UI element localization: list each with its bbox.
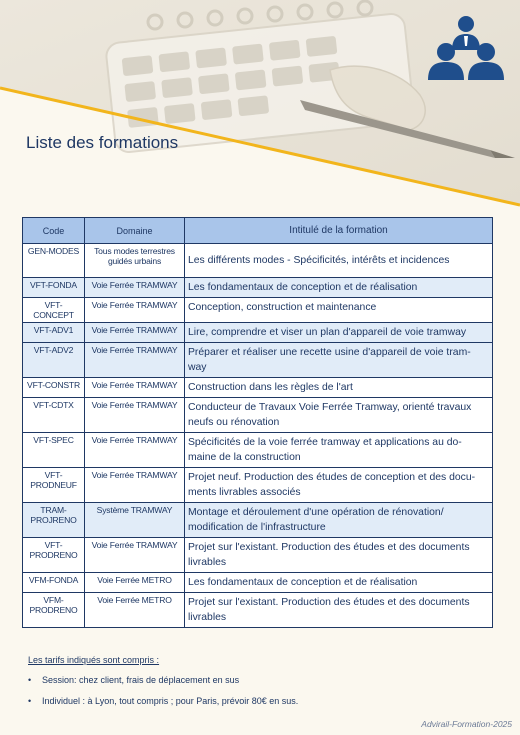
row-title: Les fondamentaux de conception et de réalisation (185, 278, 493, 298)
row-code: VFT-CDTX (23, 398, 85, 433)
row-domain: Voie Ferrée TRAMWAY (85, 323, 185, 343)
table-row (23, 378, 493, 398)
row-title: Projet sur l'existant. Production des études et des documents livrables (185, 593, 493, 628)
row-title: Les différents modes - Spécificités, intérêts et incidences (185, 244, 493, 278)
column-header-title: Intitulé de la formation (185, 218, 493, 244)
table-row (23, 593, 493, 628)
pricing-notes (28, 655, 298, 717)
row-title: Montage et déroulement d'une opération de rénovation/ modification de l'infrastructure (185, 503, 493, 538)
row-code: VFT-CONCEPT (23, 298, 85, 323)
formations-table (22, 217, 493, 628)
page-title: Liste des formations (26, 133, 179, 152)
row-domain: Voie Ferrée TRAMWAY (85, 398, 185, 433)
column-header-domain: Domaine (85, 218, 185, 244)
table-row (23, 573, 493, 593)
row-domain: Voie Ferrée METRO (85, 573, 185, 593)
table-header-row (23, 218, 493, 244)
row-domain: Voie Ferrée TRAMWAY (85, 378, 185, 398)
row-code: VFT-PRODNEUF (23, 468, 85, 503)
table-row (23, 323, 493, 343)
row-domain: Voie Ferrée TRAMWAY (85, 343, 185, 378)
list-item (28, 696, 298, 706)
row-code: VFT-SPEC (23, 433, 85, 468)
bullet-icon: • (28, 696, 32, 706)
list-item (28, 675, 298, 685)
row-domain: Voie Ferrée TRAMWAY (85, 298, 185, 323)
bullet-icon: • (28, 675, 32, 685)
table-row (23, 298, 493, 323)
note-text: Individuel : à Lyon, tout compris ; pour Paris, prévoir 80€ en sus. (42, 696, 299, 706)
row-title: Préparer et réaliser une recette usine d'appareil de voie tram-way (185, 343, 493, 378)
row-domain: Voie Ferrée METRO (85, 593, 185, 628)
notes-list (28, 675, 298, 706)
row-domain: Voie Ferrée TRAMWAY (85, 468, 185, 503)
row-domain: Voie Ferrée TRAMWAY (85, 538, 185, 573)
row-code: VFT-CONSTR (23, 378, 85, 398)
row-title: Conception, construction et maintenance (185, 298, 493, 323)
row-code: GEN-MODES (23, 244, 85, 278)
row-domain: Tous modes terrestres guidés urbains (85, 244, 185, 278)
row-code: VFT-PRODRENO (23, 538, 85, 573)
row-title: Conducteur de Travaux Voie Ferrée Tramway, orienté travaux neufs ou rénovation (185, 398, 493, 433)
table-row (23, 503, 493, 538)
table-row (23, 343, 493, 378)
row-domain: Voie Ferrée TRAMWAY (85, 278, 185, 298)
table-row (23, 538, 493, 573)
row-title: Les fondamentaux de conception et de réalisation (185, 573, 493, 593)
team-icon (426, 14, 506, 82)
table-row (23, 244, 493, 278)
row-title: Projet neuf. Production des études de conception et des docu-ments livrables associés (185, 468, 493, 503)
footer-text: Advirail-Formation-2025 (421, 719, 512, 729)
row-title: Construction dans les règles de l'art (185, 378, 493, 398)
table-row (23, 433, 493, 468)
row-code: VFT-FONDA (23, 278, 85, 298)
table-row (23, 398, 493, 433)
column-header-code: Code (23, 218, 85, 244)
row-code: VFT-ADV2 (23, 343, 85, 378)
row-code: VFM-PRODRENO (23, 593, 85, 628)
row-title: Lire, comprendre et viser un plan d'appareil de voie tramway (185, 323, 493, 343)
row-code: VFM-FONDA (23, 573, 85, 593)
row-title: Projet sur l'existant. Production des études et des documents livrables (185, 538, 493, 573)
row-domain: Système TRAMWAY (85, 503, 185, 538)
note-text: Session: chez client, frais de déplacement en sus (42, 675, 240, 685)
row-code: VFT-ADV1 (23, 323, 85, 343)
row-code: TRAM-PROJRENO (23, 503, 85, 538)
row-domain: Voie Ferrée TRAMWAY (85, 433, 185, 468)
table-row (23, 278, 493, 298)
notes-heading: Les tarifs indiqués sont compris : (28, 655, 160, 665)
row-title: Spécificités de la voie ferrée tramway et applications au do-maine de la construction (185, 433, 493, 468)
table-row (23, 468, 493, 503)
